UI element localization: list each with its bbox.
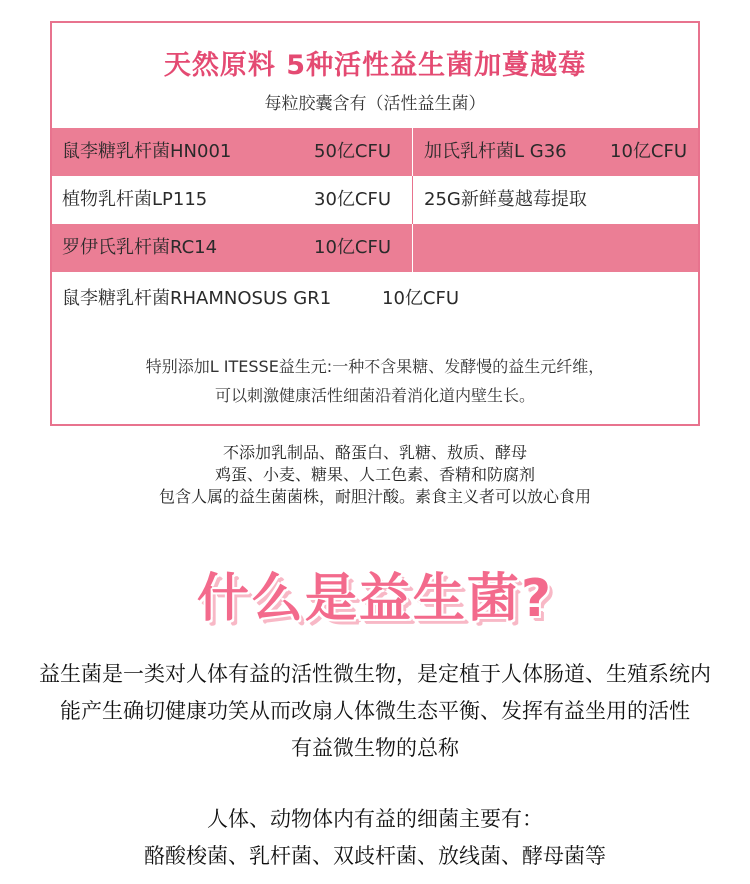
ingredient-row-full xyxy=(52,275,698,323)
bacteria-list: 酪酸梭菌、乳杆菌、双歧杆菌、放线菌、酵母菌等 xyxy=(144,844,606,868)
column-divider xyxy=(412,176,413,224)
ingredient-name: 鼠李糖乳杆菌HN001 xyxy=(62,141,232,162)
definition-text: 益生菌是一类对人体有益的活性微生物，是定植于人体肠道、生殖系统内 xyxy=(39,662,711,686)
column-divider xyxy=(412,128,413,176)
bacteria-intro: 人体、动物体内有益的细菌主要有： xyxy=(207,807,543,831)
ingredient-name: 罗伊氏乳杆菌RC14 xyxy=(62,237,218,258)
ingredient-name: 25G新鲜蔓越莓提取 xyxy=(424,189,587,210)
ingredient-row xyxy=(52,128,698,176)
ingredient-name: 加氏乳杆菌L G36 xyxy=(424,141,567,162)
ingredient-value: 30亿CFU xyxy=(314,189,392,210)
ingredient-card xyxy=(50,21,700,426)
ingredient-value: 50亿CFU xyxy=(314,141,392,162)
ingredient-row xyxy=(52,224,698,272)
card-subtitle: 每粒胶囊含有（活性益生菌） xyxy=(264,94,486,114)
free-from-line: 不添加乳制品、酪蛋白、乳糖、敖质、酵母 xyxy=(222,443,527,462)
ingredient-value: 10亿CFU xyxy=(314,237,392,258)
definition-text: 能产生确切健康功笑从而改扇人体微生态平衡、发挥有益坐用的活性 xyxy=(60,699,690,723)
prebiotic-note: 可以刺激健康活性细菌沿着消化道内壁生长。 xyxy=(214,386,535,405)
ingredient-name: 鼠李糖乳杆菌RHAMNOSUS GR1 xyxy=(62,288,332,309)
ingredient-value: 10亿CFU xyxy=(610,141,688,162)
prebiotic-note: 特别添加L ITESSE益生元:一种不含果糖、发酵慢的益生元纤维， xyxy=(145,357,605,376)
card-title: 天然原料 5种活性益生菌加蔓越莓 xyxy=(163,50,587,81)
section-heading: 什么是益生菌? xyxy=(196,569,554,629)
definition-text: 有益微生物的总称 xyxy=(291,736,459,760)
ingredient-row xyxy=(52,176,698,224)
column-divider xyxy=(412,224,413,272)
ingredient-name: 植物乳杆菌LP115 xyxy=(62,189,208,210)
free-from-line: 包含人属的益生菌菌株，耐胆汁酸。素食主义者可以放心食用 xyxy=(158,487,591,506)
free-from-line: 鸡蛋、小麦、糖果、人工色素、香精和防腐剂 xyxy=(214,465,535,484)
ingredient-value: 10亿CFU xyxy=(382,288,460,309)
